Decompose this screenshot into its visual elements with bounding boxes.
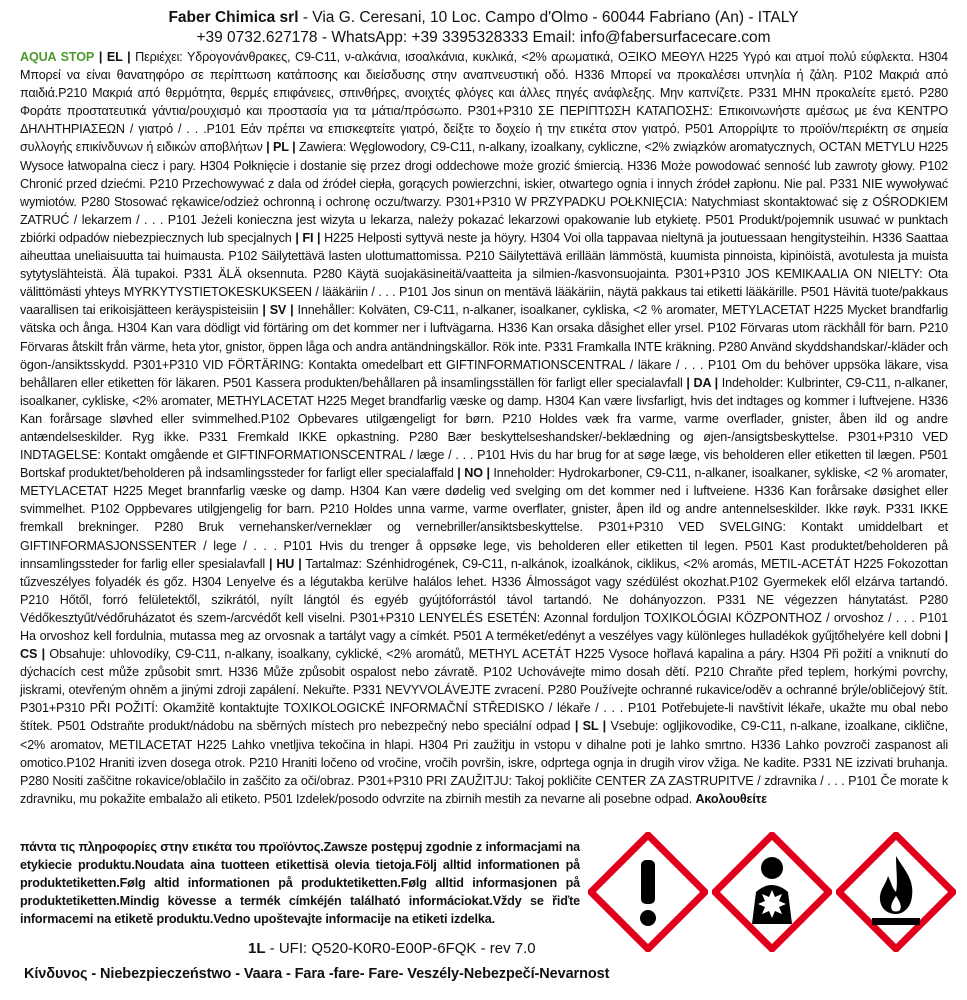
safety-text [20,48,948,808]
section-pl: | PL | Zawiera: Węglowodory, C9-C11, n-alkany, izoalkany, cykliczne, <2% związków aromatycznych, OCTAN METYLU H225 Wysoce łatwopalna ciecz i pary. H304 Połknięcie i dostanie się przez drogi oddechowe może grozić śmiercią. H336 Może powodować senność lub zawroty głowy. P102 Chronić przed dziećmi. P210 Przechowywać z dala od źródeł ciepła, gorących powierzchni, iskier, otwartego ognia i innych źródeł zapłonu. Nie pal. P331 NIE wywoływać wymiotów. P280 Stosować rękawice/odzież ochronną i ochronę oczu/twarzy. P301+P310 W PRZYPADKU POŁKNIĘCIA: Natychmiast skontaktować się z OŚRODKIEM ZATRUĆ / lekarzem / . . . P101 Jeżeli konieczna jest wizyta u lekarza, należy pokazać lekarzowi opakowanie lub etykietę. P501 Produkt/pojemnik usuwać w punktach zbiórki odpadów niebezpiecznych lub specjalnych [20,140,948,245]
flame-icon [836,832,956,952]
label-header [0,8,967,48]
health-hazard-icon [712,832,832,952]
section-sl: | SL | Vsebuje: ogljikovodike, C9-C11, n-alkane, izoalkane, ciklične, <2% aromatov, METILACETAT H225 Lahko vnetljiva tekočina in hlapi. H304 Pri zaužitju in vstopu v dihalne poti je lahko smrtno. H336 Lahko povzroči zaspanost ali omotico.P102 Hraniti izven dosega otrok. P210 Hraniti ločeno od vročine, vročih površin, iskre, odprtega ognja in drugih virov vžiga. Ne kadite. P331 NE izzivati bruhanja. P280 Nositi zaščitne rokavice/oblačilo in zaščito za oči/obraz. P301+P310 PRI ZAUŽITJU: Takoj pokličite CENTER ZA ZASTRUPITVE / zdravnika / . . . P101 Če morate k zdravniku, mu pokažite embalažo ali etiketo. P501 Izdelek/posodo odvrzite na zbirnih mestih za nevarne ali posebne odpad. [20,719,948,806]
quantity: 1L [248,940,266,957]
hazard-pictograms [588,832,958,952]
section-cs: | CS | Obsahuje: uhlovodíky, C9-C11, n-alkany, isoalkany, cyklické, <2% aromátů, METHYL ACETÁT H225 Vysoce hořlavá kapalina a páry. H304 Při požití a vniknutí do dýchacích cest může způsobit smrt. H336 Může způsobit ospalost nebo závratě. P102 Uchovávejte mimo dosah dětí. P210 Chraňte před teplem, horkými povrchy, jiskrami, otevřeným ohněm a jinými zdroji zapálení. Nekuřte. P331 NEVYVOLÁVEJTE zvracení. P280 Používejte ochranné rukavice/oděv a ochranné brýle/obličejový štít. P301+P310 PŘI POŽITÍ: Okamžitě kontaktujte TOXIKOLOGICKÉ INFORMAČNÍ STŘEDISKO / lékaře / . . . P101 Potřebujete-li navštívit lékaře, ukažte mu obal nebo štítek. P501 Odstraňte produkt/nádobu na sběrných místech pro nebezpečný nebo speciální odpad [20,629,948,734]
section-sv: | SV | Innehåller: Kolväten, C9-C11, n-alkaner, isoalkaner, cykliska, <2 % aromater, METYLACETAT H225 Mycket brandfarlig vätska och ånga. H304 Kan vara dödligt vid förtäring om det kommer ner i luftvägarna. H336 Kan orsaka dåsighet eller yrsel. P102 Förvaras utom räckhåll för barn. P210 Förvaras åtskilt från värme, heta ytor, gnistor, öppen låga och andra antändningskällor. Rök inte. P331 Framkalla INTE kräkning. P280 Använd skyddshandskar/-kläder och ögon-/ansiktsskydd. P301+P310 VID FÖRTÄRING: Kontakta omedelbart ett GIFTINFORMATIONSCENTRAL / läkare / . . . P101 Om du behöver uppsöka läkare, visa behållaren eller etiketten för läkaren. P501 Kassera produkten/behållaren på insamlingsställen för farligt eller specialavfall [20,303,949,390]
company-line [0,8,967,28]
company-name: Faber Chimica srl [168,9,299,26]
ufi-revision: - UFI: Q520-K0R0-E00P-6FQK - rev 7.0 [265,940,536,957]
company-contacts: +39 0732.627178 - WhatsApp: +39 3395328333 Email: info@fabersurfacecare.com [196,29,771,46]
section-da: | DA | Indeholder: Kulbrinter, C9-C11, n-alkaner, isoalkaner, cykliske, <2% aromater, METHYLACETAT H225 Meget brandfarlig væske og damp. H304 Kan være livsfarligt, hvis det indtages og kommer i luftvejene. H336 Kan forårsage sløvhed eller svimmelhed.P102 Opbevares utilgængeligt for børn. P210 Holdes væk fra varme, varme overflader, gnister, åben ild og andre antændelseskilder. Ryg ikke. P331 Fremkald IKKE opkastning. P280 Bær beskyttelseshandsker/-beklædning og øjen-/ansigtsbeskyttelse. P301+P310 VED INDTAGELSE: Kontakt omgående et GIFTINFORMATIONSCENTRAL / læge / . . . P101 Hvis du har brug for at søge læge, vis beholderen eller etiketten til lægen. P501 Bortskaf produktet/beholderen på indsamlingssteder for farligt eller specialaffald [20,375,949,481]
exclamation-mark-icon [588,832,708,952]
danger-signal-words: Κίνδυνος - Niebezpieczeństwo - Vaara - Fara -fare- Fare- Veszély-Nebezpečí-Nevarnost [24,966,610,982]
section-no: | NO | Inneholder: Hydrokarboner, C9-C11, n-alkaner, isoalkaner, sykliske, <2 % aromater, METYLACETAT H225 Meget brannfarlig væske og damp. H304 Kan være dødelig ved svelging om det kommer ned i luftveiene. H336 Kan forårsake døsighet eller svimmelhet. P102 Oppbevares utilgjengelig for barn. P210 Holdes unna varme, varme overflater, gnister, åpen ild og andre antennelseskilder. Ikke røyk. P331 IKKE fremkall brekninger. P280 Bruk vernehansker/verneklær og vernebriller/ansiktsbeskyttelse. P301+P310 VED SVELGING: Kontakt umiddelbart et GIFTINFORMASJONSSENTER / lege / . . . P101 Hvis du trenger å oppsøke lege, vis beholderen eller etiketten til legen. P501 Kast produktet/beholderen på innsamlingssteder for farlig eller spesialavfall [20,466,948,571]
section-fi: | FI | H225 Helposti syttyvä neste ja höyry. H304 Voi olla tappavaa nieltynä ja joutuessaan hengitysteihin. H336 Saattaa aiheuttaa uneliaisuutta tai huimausta. P102 Säilytettävä lasten ulottumattomissa. P210 Säilytettävä erillään lämmöstä, kuumista pinnoista, kipinöistä, avotulesta ja muista sytytyslähteistä. Älä tupakoi. P331 ÄLÄ oksennuta. P280 Käytä suojakäsineitä/vaatteita ja silmien-/kasvonsuojainta. P301+P310 JOS KEMIKAALIA ON NIELTY: Ota välittömästi yhteys MYRKYTYSTIETOKESKUKSEEN / lääkäriin / . . . P101 Jos sinun on mentävä lääkäriin, näytä pakkaus tai etiketti lääkärille. P501 Hävitä tuote/pakkaus vaarallisen tai erikoisjätteen keräyspisteisiin [20,230,948,318]
product-footer [248,940,536,957]
section-el: | EL | Περιέχει: Υδρογονάνθρακες, C9-C11, ν-αλκάνια, ισοαλκάνια, κυκλικά, <2% αρωματικά, ΟΞΙΚΟ ΜΕΘΥΛ H225 Υγρό και ατμοί πολύ εύφλεκτα. H304 Μπορεί να είναι θανατηφόρο σε περίπτωση κατάποσης και διείσδυσης στην αναπνευστική οδό. H336 Μπορεί να προκαλέσει υπνηλία ή ζάλη. P102 Μακριά από παιδιά.P210 Μακριά από θερμότητα, θερμές επιφάνειες, σπινθήρες, ανοιχτές φλόγες και άλλες πηγές ανάφλεξης. Μην καπνίζετε. P331 ΜΗΝ προκαλείτε εμετό. P280 Φοράτε προστατευτικά γάντια/ρουχισμό και προστασία για τα μάτια/πρόσωπο. P301+P310 ΣΕ ΠΕΡΙΠΤΩΣΗ ΚΑΤΑΠΟΣΗΣ: Επικοινωνήστε αμέσως με ένα ΚΕΝΤΡΟ ΔΗΛΗΤΗΡΙΑΣΕΩΝ / γιατρό / . . .P101 Εάν πρέπει να επισκεφτείτε γιατρό, δείξτε το δοχείο ή την ετικέτα στον γιατρό. P501 Απορρίψτε το προϊόν/περιέκτη σε σημεία συλλογής επικίνδυνων ή ειδικών αποβλήτων [20,50,948,155]
notice-block: πάντα τις πληροφορίες στην ετικέτα του προϊόντος.Zawsze postępuj zgodnie z informacjami na etykiecie produktu.Noudata aina tuotteen etikettisä olevia tietoja.Följ alltid informationen på produktetiketten.Følg altid informationen på produktetiketten.Følg alltid informasjonen på produktetiketten.Mindig kövesse a termék címkéjén található informáciokat.Vždy se řiďte informacemi na etiketě produktu.Vedno upoštevajte informacije na etiketi izdelka. [20,840,580,927]
product-name: AQUA STOP [20,50,95,64]
notice-inline: Ακολουθείτε [695,791,767,806]
section-hu: | HU | Tartalmaz: Szénhidrogének, C9-C11, n-alkánok, izoalkánok, ciklikus, <2% aromás, METIL-ACETÁT H225 Fokozottan tűzveszélyes folyadék és gőz. H304 Lenyelve és a légutakba kerülve halálos lehet. H336 Álmosságot vagy szédülést okozhat.P102 Gyermekek elől elzárva tartandó. P210 Hőtől, forró felületektől, szikrától, nyílt lángtól és egyéb gyújtóforrástól távol tartandó. Ne dohányozzon. P331 NE végezzen hánytatást. P280 Védőkesztyűt/védőruházatot és szem-/arcvédőt kell viselni. P301+P310 LENYELÉS ESETÉN: Azonnal forduljon TOXIKOLÓGIAI KÖZPONTHOZ / orvoshoz / . . . P101 Ha orvoshoz kell fordulnia, mutassa meg az orvosnak a tartályt vagy a címkét. P501 A terméket/edényt a veszélyes vagy különleges hulladékok gyűjtőhelyére kell dobni [20,556,948,643]
company-address: - Via G. Ceresani, 10 Loc. Campo d'Olmo - 60044 Fabriano (An) - ITALY [298,9,799,26]
